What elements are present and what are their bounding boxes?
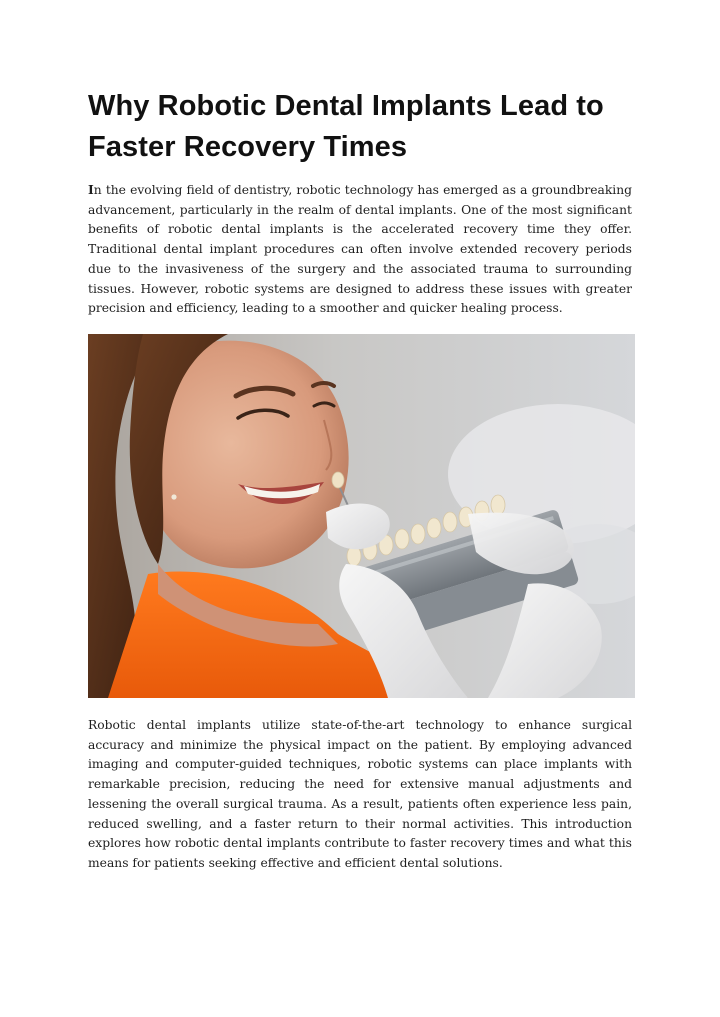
body-paragraph: Robotic dental implants utilize state-of-the-art technology to enhance surgical accuracy and minimize the physical impact on the patient. By employing advanced imaging and computer-guided techniques, robotic systems can place implants with remarkable precision, reducing the need for extensive manual adjustments and lessening the overall surgical trauma. As a result, patients often experience less pain, reduced swelling, and a faster return to their normal activities. This introduction explores how robotic dental implants contribute to faster recovery times and what this means for patients seeking effective and efficient dental solutions. [88, 718, 632, 870]
smiling-woman-with-tooth-shade-guide-icon [88, 334, 635, 698]
dental-photo [88, 334, 635, 698]
intro-paragraph-text: n the evolving field of dentistry, robotic technology has emerged as a groundbreaking advancement, particularly in the realm of dental implants. One of the most significant benefits of robotic dental implants is the accelerated recovery time they offer. Traditional dental implant procedures can often involve extended recovery periods due to the invasiveness of the surgery and the associated trauma to surrounding tissues. However, robotic systems are designed to address these issues with greater precision and efficiency, leading to a smoother and quicker healing process. [88, 183, 632, 316]
drop-cap: I [88, 182, 94, 197]
article-title: Why Robotic Dental Implants Lead to Faster Recovery Times [88, 90, 604, 163]
intro-paragraph [88, 180, 632, 319]
